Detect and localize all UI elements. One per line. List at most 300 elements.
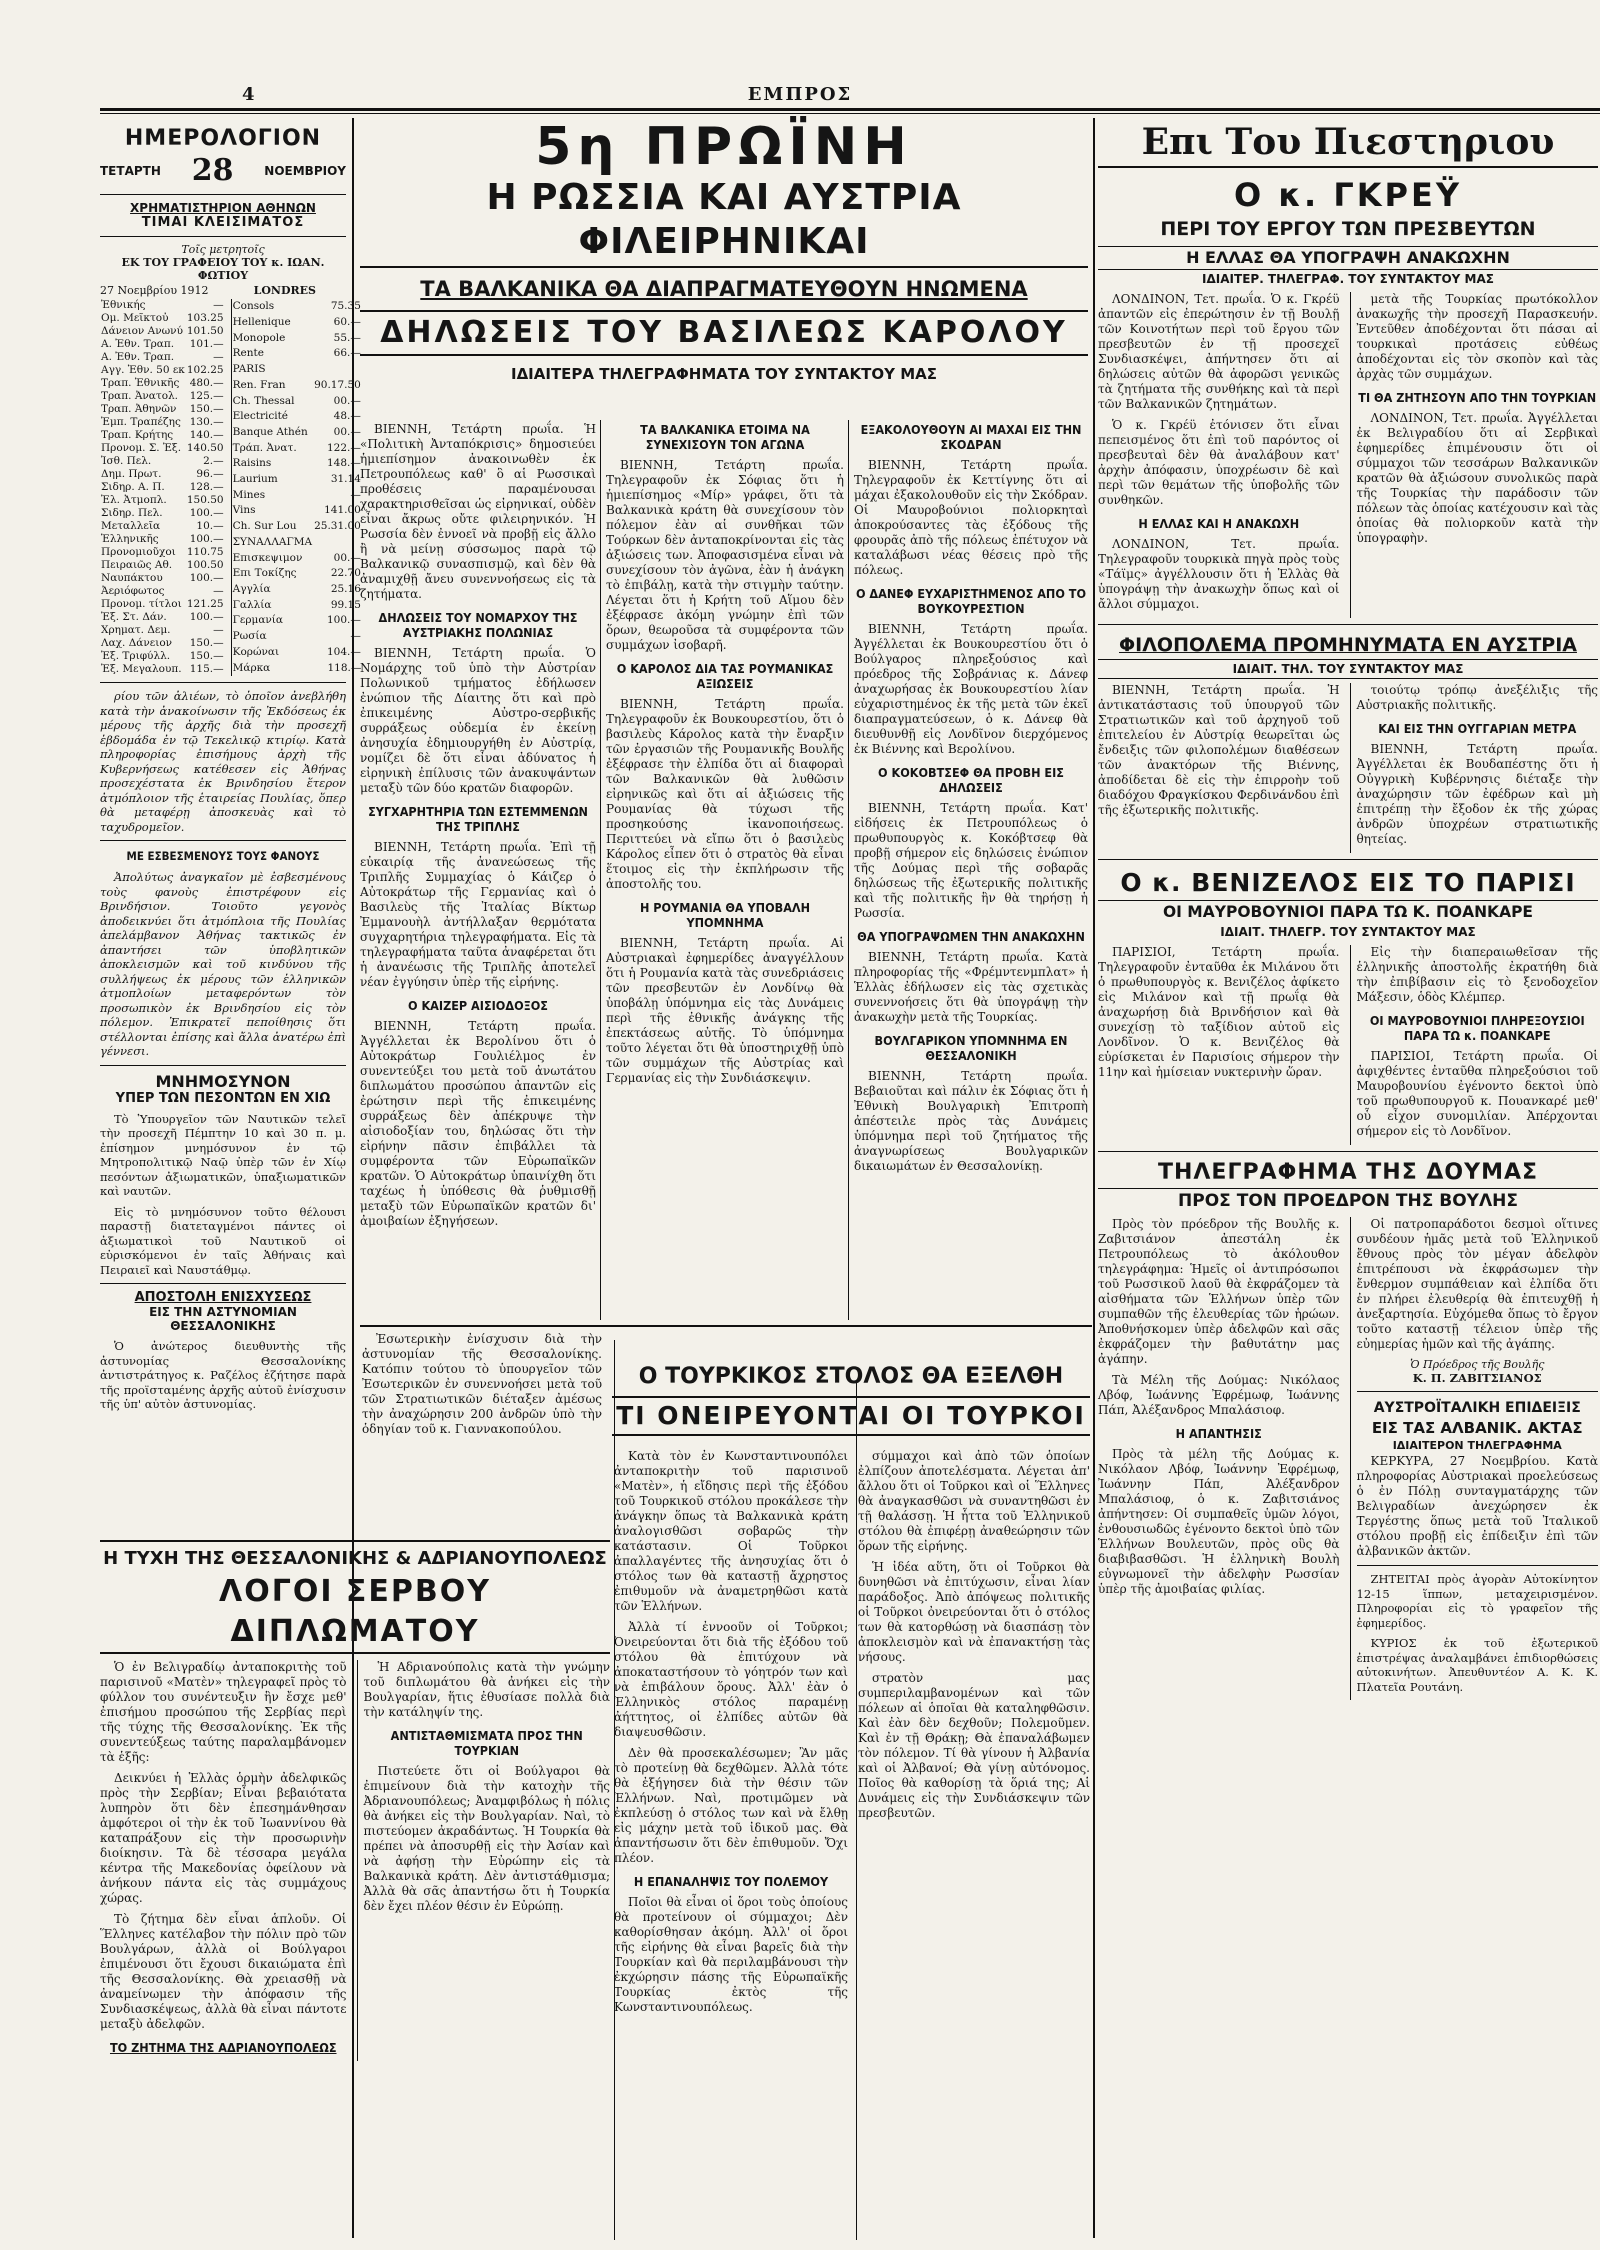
- colA-text-4: ΒΙΕΝΝΗ, Τετάρτη πρωΐα. Ἀγγέλλεται ἐκ Βερολίνου ὅτι ὁ Αὐτοκράτωρ Γουλιέλμος ἐν συνεντεύξει του μετὰ τοῦ ἀνωτάτου διπλωμάτου προσώπου ἀπαντῶν εἰς ἐρώτησιν περὶ τῆς ἐπικειμένης συρράξεως δὲν ἀπέκρυψε τὴν αἰσιοδοξίαν του, δηλώσας ὅτι τὴν εἰρήνην πᾶσιν ἐπιβάλλει τὰ συμφέροντα τῶν Εὐρωπαϊκῶν κρατῶν. Ὁ Αὐτοκράτωρ ὑπαινίχθη ὅτι ταχέως ἡ ὑπόθεσις θὰ ῥυθμισθῇ μεταξὺ τῶν Εὐρωπαϊκῶν κρατῶν δι' ἀμοιβαίων ἐξηγήσεων.: [360, 1019, 596, 1228]
- turkish-top-row: [362, 1332, 1090, 1443]
- colA-text-3: ΒΙΕΝΝΗ, Τετάρτη πρωΐα. Ἐπὶ τῇ εὐκαιρίᾳ τῆς ἀνανεώσεως τῆς Τριπλῆς Συμμαχίας ὁ Κάιζερ ὁ Αὐτοκράτωρ τῆς Γερμανίας καὶ ὁ Βασιλεὺς τῆς Ἰταλίας Βίκτωρ Ἐμμανουὴλ ἀντήλλαξαν θερμότατα συγχαρητήρια τηλεγραφήματα. Εἰς τὰ τηλεγραφήματα ταῦτα ἀναφέρεται ὅτι ἡ ἀνανέωσις τῆς Τριπλῆς ἀποτελεῖ νέαν ἐγγύησιν ὑπὲρ τῆς εἰρήνης.: [360, 840, 596, 989]
- exchange-value: 115.—: [189, 663, 224, 675]
- exchange-row: [231, 315, 362, 331]
- grey-subheading-2: Η ΕΛΛΑΣ ΘΑ ΥΠΟΓΡΑΨΗ ΑΝΑΚΩΧΗΝ: [1098, 246, 1598, 270]
- exchange-tables: [100, 299, 362, 676]
- duma-heading-3: Η ΑΠΑΝΤΗΣΙΣ: [1175, 1426, 1262, 1441]
- colB-text-1: ΒΙΕΝΝΗ, Τετάρτη πρωΐα. Τηλεγραφοῦν ἐκ Σόφιας ὅτι ἡ ἡμιεπίσημος «Μίρ» γράφει, ὅτι τὰ Βαλκανικὰ κράτη θὰ συνεχίσουν τὸν πόλεμον ἐὰν αἱ συνθῆκαι τῶν Τούρκων δὲν ἀνταποκρίνονται εἰς τὰς ἀξιώσεις των. Ἀποφασισμένα εἶναι νὰ συνεχίσουν τὸν ἀγῶνα, ἐὰν ἡ ἀνάγκη τὸ ἐπιβάλῃ, κατὰ τὴν στιγμὴν ταύτην. Λέγεται ὅτι ἡ Κρήτη τοῦ Αἵμου δὲν ἐξέφρασε ἀκόμη γνώμην ἐπὶ τῶν ὅρων, θεωροῦσα τὰ συμφέροντα τῶν συμμάχων ἰσοβαρῆ.: [606, 458, 844, 652]
- exchange-row: [100, 650, 225, 663]
- grey-text-2: Ὁ κ. Γκρέϋ ἐτόνισεν ὅτι εἶναι πεπεισμένος ὅτι ἐπὶ τοῦ παρόντος οἱ πρεσβευταὶ δὲν θὰ ἀναλάβουν κατ' ἀρχὴν ἀπόφασιν, ὑποχρέωσιν δὲ καὶ περὶ τῶν θεμάτων τῆς ὑποβολῆς τῶν συνθηκῶν.: [1098, 418, 1340, 507]
- exchange-value: —: [350, 630, 361, 643]
- exchange-label: Ἐθνικής: [101, 299, 146, 311]
- exchange-label: Τραπ. Ἐθνικῆς: [101, 377, 180, 389]
- exchange-label: Τραπ. Ἀνατολ.: [101, 390, 179, 402]
- classified-ad-1: ΖΗΤΕΙΤΑΙ πρὸς ἀγορὰν Αὐτοκίνητον 12-15 ἵππων, μεταχειρισμένον. Πληροφορίαι εἰς τὸ γραφεῖον τῆς ἐφημερίδος.: [1356, 1572, 1598, 1630]
- exchange-row: [231, 487, 362, 503]
- austria-text-1: ΒΙΕΝΝΗ, Τετάρτη πρωΐα. Ἡ ἀντικατάστασις τοῦ ὑπουργοῦ τῶν Στρατιωτικῶν καὶ τοῦ ἀρχηγοῦ τοῦ ἐπιτελείου ἐν Αὐστρίᾳ θεωρεῖται ὡς ἔνδειξις τῶν φιλοπολέμων διαθέσεων τῶν ἀνακτόρων τῆς Βιέννης, ἀποδίδεται δὲ εἰς τὴν ἐπιρροὴν τοῦ διαδόχου Φραγκίσκου Φερδινάνδου ἐπὶ τῆς ἐξωτερικῆς πολιτικῆς.: [1098, 683, 1340, 817]
- austria-text-2: τοιούτῳ τρόπῳ ἀνεξέλιξις τῆς Αὐστριακῆς πολιτικῆς.: [1356, 683, 1598, 712]
- colC-text-2: ΒΙΕΝΝΗ, Τετάρτη πρωΐα. Ἀγγέλλεται ἐκ Βουκουρεστίου ὅτι ὁ Βούλγαρος πληρεξούσιος καὶ πρόεδρος τῆς Σοβράνιας κ. Δάνεφ ἀναχωρήσας ἐκ Βουκουρεστίου λίαν εὐχαριστημένος ἐκ τῆς μετὰ τῶν ἐκεῖ διαπραγματεύσεων, ὁ κ. Δάνεφ θὰ διευθυνθῇ εἰς Λονδῖνον διερχόμενος ἐκ Βιέννης καὶ Βερολίνου.: [854, 622, 1088, 756]
- exchange-label: Μεταλλεῖα: [101, 520, 161, 532]
- austria-col-1: [1098, 683, 1340, 853]
- thessaloniki-text-3: Τὸ ζήτημα δὲν εἶναι ἁπλοῦν. Οἱ Ἕλληνες κατέλαβον τὴν πόλιν πρὸ τῶν Βουλγάρων, ἀλλὰ οἱ Βούλγαροι ἐπιμένουσι ὅτι ἔχουσι δικαιώματα ἐπὶ τῆς Θεσσαλονίκης. Θὰ χρειασθῇ νὰ ἀναμείνωμεν τὴν ἀπόφασιν τῆς Συνδιασκέψεως, ἀλλὰ θὰ εἶναι πάντοτε μεταξὺ ἀδελφῶν.: [100, 1912, 347, 2031]
- exchange-value: —: [213, 299, 224, 311]
- exchange-value: 100.50: [186, 559, 224, 571]
- page-number: 4: [242, 84, 255, 105]
- exchange-value: 100.—: [189, 611, 224, 623]
- exchange-value: 103.25: [186, 312, 224, 324]
- grey-col-2: [1350, 292, 1599, 618]
- exchange-value: 66.—: [333, 347, 361, 360]
- exchange-value: 99.15: [330, 598, 361, 611]
- exchange-row: [100, 507, 225, 520]
- headline-secondary: ΤΑ ΒΑΛΚΑΝΙΚΑ ΘΑ ΔΙΑΠΡΑΓΜΑΤΕΥΘΟΥΝ ΗΝΩΜΕΝΑ: [420, 277, 1028, 301]
- press-banner: Επι Του Πιεστηριου: [1098, 118, 1598, 168]
- colB-heading-3: Η ΡΟΥΜΑΝΙΑ ΘΑ ΥΠΟΒΑΛΗ ΥΠΟΜΝΗΜΑ: [639, 900, 811, 930]
- exchange-value: 140.—: [189, 429, 224, 441]
- sidebar-police-heading: ΑΠΟΣΤΟΛΗ ΕΝΙΣΧΥΣΕΩΣ: [134, 1290, 312, 1305]
- exchange-label: PARIS: [232, 363, 266, 376]
- exchange-label: Ἐμπ. Τραπέζης: [101, 416, 181, 428]
- grey-text-5: ΛΟΝΔΙΝΟΝ, Τετ. πρωΐα. Τηλεγραφοῦν τουρκικὰ πηγὰ πρὸς τοὺς «Τάϊμς» ἀγγέλλουσιν ὅτι ἡ Ἑλλὰς θὰ ὑπογράψῃ τὴν ἀνακωχὴν ὅπως καὶ οἱ ἄλλοι σύμμαχοι.: [1098, 537, 1340, 611]
- top-rule: [100, 108, 1600, 111]
- duma-subheading: ΠΡΟΣ ΤΟΝ ΠΡΟΕΔΡΟΝ ΤΗΣ ΒΟΥΛΗΣ: [1098, 1188, 1598, 1213]
- exchange-table-foreign: [231, 299, 363, 676]
- exchange-label: Επι Τοκίζης: [232, 567, 297, 580]
- exchange-value: 150.—: [189, 403, 224, 415]
- duma-col-2: [1350, 1217, 1599, 1700]
- exchange-row: [100, 585, 225, 598]
- exchange-row: [231, 582, 362, 598]
- exchange-row: [231, 629, 362, 645]
- duma-heading: ΤΗΛΕΓΡΑΦΗΜΑ ΤΗΣ ΔΟΥΜΑΣ: [1157, 1160, 1539, 1185]
- exchange-row: [100, 572, 225, 585]
- exchange-row: [231, 346, 362, 362]
- exchange-row: [100, 624, 225, 637]
- exchange-value: 100.—: [326, 614, 361, 627]
- turkish-pre-column: [362, 1332, 602, 1443]
- venizelos-text-1: ΠΑΡΙΣΙΟΙ, Τετάρτη πρωΐα. Τηλεγραφοῦν ἐνταῦθα ἐκ Μιλάνου ὅτι ὁ πρωθυπουργὸς κ. Βενιζέλος ἀφίκετο εἰς Μιλάνον καὶ τῇ πρωΐᾳ θὰ ἀναχωρήσῃ διὰ Βρινδήσιον καὶ θὰ συνεχίσῃ τὸ ταξίδιον αὐτοῦ εἰς Λονδῖνον. Ὁ κ. Βενιζέλος θὰ εὑρίσκεται ἐν Παρισίοις σήμερον τὴν 11ην καὶ ἡμίσειαν νυκτερινὴν ὥραν.: [1098, 945, 1340, 1079]
- austria-columns: [1098, 683, 1598, 853]
- edition-banner: 5η ΠΡΩΪΝΗ: [535, 117, 913, 177]
- venizelos-text-3: ΠΑΡΙΣΙΟΙ, Τετάρτη πρωΐα. Οἱ ἀφιχθέντες ἐνταῦθα πληρεξούσιοι τοῦ Μαυροβουνίου ἐγένοντο δεκτοὶ ὑπὸ τοῦ πρωθυπουργοῦ κ. Πουανκαρέ μεθ' οὗ εἶχον συνομιλίαν. Ἀπέρχονται σήμερον εἰς τὸ Λονδῖνον.: [1356, 1049, 1598, 1138]
- turkish-text-4: Ἡ ἰδέα αὕτη, ὅτι οἱ Τοῦρκοι θὰ δυνηθῶσι νὰ ἐπιτύχωσιν, εἶναι λίαν παράδοξος. Ἀπὸ ἀπόψεως πολιτικῆς οἱ Τοῦρκοι ὀνειρεύονται ὅτι ὁ στόλος των θὰ κατορθώσῃ νὰ διασπάσῃ τὸν ἀποκλεισμὸν καὶ νὰ ἐπανακτήσῃ τὰς νήσους.: [858, 1560, 1090, 1664]
- exchange-value: 55.—: [333, 331, 361, 344]
- sidebar-fanos-text: Ἀπολύτως ἀναγκαῖον μὲ ἐσβεσμένους τοὺς φανοὺς ἐπιστρέφουν εἰς Βρινδήσιον. Τοιοῦτο γεγονὸς ἀποδεικνύει ὅτι ἀτμόπλοια τῆς Πουλίας ἀπελάμβανον Ἀθήνας τακτικῶς ἐν ἀπαντήσει τῶν ὑποβλητικῶν ἀποκλεισμῶν καὶ τοῦ κινδύνου τῆς συλλήψεως ἐκ μέρους τῶν ἑλληνικῶν ἀτμοπλοίων μεταφερόντων τὸν προσωπικὸν ἐκ Βρινδησίου εἰς τὸν πόλεμον. Ἐπικρατεῖ πεποίθησις ὅτι στέλλονται ἐπίσης καὶ ἄλλα ἀνατέρω ἐπὶ γέννεσι.: [100, 870, 346, 1058]
- turkish-columns: [614, 1449, 1090, 2021]
- duma-signature-name: Κ. Π. ΖΑΒΙΤΣΙΑΝΟΣ: [1412, 1371, 1542, 1385]
- calendar-title: ΗΜΕΡΟΛΟΓΙΟΝ: [124, 126, 322, 151]
- exchange-row: [100, 325, 225, 338]
- turkish-text-5: Δὲν θὰ προσεκαλέσωμεν; Ἂν μᾶς τὸ προτείνῃ θὰ δεχθῶμεν. Ἀλλὰ τότε θὰ ἐξήγησεν διὰ τὴν θέσιν τῶν Ἑλλήνων. Ναὶ, προτιμῶμεν νὰ ἐκπλεύσῃ ὁ στόλος των καὶ νὰ ἔλθῃ εἰς μάχην μετὰ τοῦ ἰδικοῦ μας. Θὰ ἀπαντήσωσιν ὅτι δὲν ἐπιθυμοῦν. Ὄχι πλέον.: [614, 1746, 848, 1865]
- duma-columns: [1098, 1217, 1598, 1700]
- grey-subheading: ΠΕΡΙ ΤΟΥ ΕΡΓΟΥ ΤΩΝ ΠΡΕΣΒΕΥΤΩΝ: [1160, 218, 1536, 240]
- turkish-col-2: [858, 1449, 1090, 2021]
- main-column-a: [360, 422, 596, 1322]
- exchange-label: Α. Ἐθν. Τραπ.: [101, 338, 175, 350]
- exchange-value: 104.—: [326, 645, 361, 658]
- colB-text-2: ΒΙΕΝΝΗ, Τετάρτη πρωΐα. Τηλεγραφοῦν ἐκ Βουκουρεστίου, ὅτι ὁ βασιλεὺς Κάρολος κατὰ τὴν ἔναρξιν τῶν ἐργασιῶν τῆς Ρουμανικῆς Βουλῆς ἐξέφρασε τὴν ἐλπίδα ὅτι αἱ διαφοραὶ τῶν Βαλκανικῶν θὰ λυθῶσιν εἰρηνικῶς καὶ ὅτι αἱ ἀξιώσεις τῆς Ρουμανίας θὰ τύχωσι τῆς προσηκούσης ἱκανοποιήσεως. Περιττεύει νὰ εἴπω ὅτι ὁ βασιλεὺς Κάρολος εἶπεν ὅτι ὁ στρατὸς θὰ εἶναι ἕτοιμος εἰς τὴν ἐκπλήρωσιν τῆς ἀποστολῆς του.: [606, 697, 844, 891]
- turkish-text-3: σύμμαχοι καὶ ἀπὸ τῶν ὁποίων ἐλπίζουν ἀποτελέσματα. Λέγεται ἀπ' ἄλλου ὅτι οἱ Τοῦρκοι καὶ οἱ Ἕλληνες θὰ ἀναγκασθῶσι νὰ συναντηθῶσι ἐν τῇ θαλάσσῃ. Ἡ ἧττα τοῦ Ἑλληνικοῦ στόλου θὰ ἐπιφέρῃ ἀναθεώρησιν τῶν ὅρων τῆς εἰρήνης.: [858, 1449, 1090, 1553]
- exchange-label: Αγγ. Ἐθν. 50 εκ: [101, 364, 185, 376]
- albania-subheading: ΕΙΣ ΤΑΣ ΑΛΒΑΝΙΚ. ΑΚΤΑΣ: [1371, 1419, 1583, 1437]
- exchange-value: —: [350, 488, 361, 501]
- exchange-value: 110.75: [186, 546, 224, 558]
- exchange-value: 60.—: [333, 316, 361, 329]
- albania-telegram-label: ΙΔΙΑΙΤΕΡΟΝ ΤΗΛΕΓΡΑΦΗΜΑ: [1392, 1439, 1562, 1452]
- exchange-value: 31.14: [330, 473, 361, 486]
- exchange-value: 100.—: [189, 507, 224, 519]
- exchange-label: Raisins: [232, 457, 272, 470]
- thessaloniki-heading-4: ΑΝΤΙΣΤΑΘΜΙΣΜΑΤΑ ΠΡΟΣ ΤΗΝ ΤΟΥΡΚΙΑΝ: [390, 1728, 583, 1758]
- colC-text-1: ΒΙΕΝΝΗ, Τετάρτη πρωΐα. Τηλεγραφοῦν ἐκ Κεττίγνης ὅτι αἱ μάχαι ἐξακολουθοῦν εἰς τὴν Σκόδραν. Οἱ Μαυροβούνιοι πολιορκηταὶ ἀποκρούσαντες τὰς ἐξόδους τῆς φρουρᾶς ἀπὸ τῆς πόλεως ἐπέτυχον νὰ καταλάβωσι νέας θέσεις πρὸ τῆς πόλεως.: [854, 458, 1088, 577]
- exchange-label: Χρηματ. Δεμ.: [101, 624, 171, 636]
- exchange-value: 48.—: [333, 410, 361, 423]
- divider-main-right: [1093, 118, 1095, 2238]
- exchange-label: Προνομ. τίτλοι: [101, 598, 182, 610]
- colC-heading-1: ΕΞΑΚΟΛΟΥΘΟΥΝ ΑΙ ΜΑΧΑΙ ΕΙΣ ΤΗΝ ΣΚΟΔΡΑΝ: [860, 422, 1082, 452]
- main-column-c: [854, 422, 1088, 1322]
- venizelos-telegram-label: ΙΔΙΑΙΤ. ΤΗΛΕΓΡ. ΤΟΥ ΣΥΝΤΑΚΤΟΥ ΜΑΣ: [1220, 925, 1476, 939]
- venizelos-col-1: [1098, 945, 1340, 1145]
- main-column-b: [606, 422, 844, 1322]
- exchange-row: [100, 312, 225, 325]
- exchange-row: [100, 481, 225, 494]
- exchange-value: 102.25: [186, 364, 224, 376]
- venizelos-col-2: [1350, 945, 1599, 1145]
- exchange-date-row: [100, 284, 346, 297]
- turkish-pre-text: Ἐσωτερικὴν ἐνίσχυσιν διὰ τὴν ἀστυνομίαν τῆς Θεσσαλονίκης. Κατόπιν τούτου τὸ ὑπουργεῖον τῶν Ἐσωτερικῶν ἐν συνεννοήσει μετὰ τοῦ τῶν Στρατιωτικῶν διέταξεν ἀμέσως τὴν ἀναχώρησιν 200 ἀνδρῶν ὑπὸ τὴν ὁδηγίαν τοῦ κ. Γιαννακοπούλου.: [362, 1332, 602, 1436]
- colA-heading-3: ΣΥΓΧΑΡΗΤΗΡΙΑ ΤΩΝ ΕΣΤΕΜΜΕΝΩΝ ΤΗΣ ΤΡΙΠΛΗΣ: [368, 804, 588, 834]
- colA-heading-4: Ο ΚΑΙΖΕΡ ΑΙΣΙΟΔΟΞΟΣ: [408, 998, 548, 1013]
- exchange-row: [100, 546, 225, 559]
- exchange-value: 100.—: [189, 572, 224, 584]
- sidebar-fanos-heading: ΜΕ ΕΣΒΕΣΜΕΝΟΥΣ ΤΟΥΣ ΦΑΝΟΥΣ: [126, 849, 320, 863]
- right-column: [1098, 118, 1598, 2243]
- exchange-value: 150.50: [186, 494, 224, 506]
- exchange-value: [313, 535, 362, 551]
- exchange-row: [100, 468, 225, 481]
- exchange-label: Vins: [232, 504, 256, 517]
- exchange-value: 130.—: [189, 416, 224, 428]
- sidebar-text-1: ρίου τῶν ἀλιέων, τὸ ὁποῖον ἀνεβλήθη κατὰ τὴν ἀνακοίνωσιν τῆς Ἐκδόσεως ἐκ μέρους τῆς ἀρχῆς διὰ τὴν προσεχῆ ἑβδομάδα ἐν τῷ Τεκελικῷ κτιρίῳ. Κατὰ πληροφορίας ἐπισήμους ἀρχὴ τῆς Κυβερνήσεως κατέθεσεν εἰς Ἀθήνας προσεχέστατα ἐκ Βρινδησίου ἕτερον ἀτμόπλοιον τῆς ἑταιρείας Πουλίας, ὅπερ θὰ μεταφέρῃ ἀποσκευὰς καὶ τὸ ταχυδρομεῖον.: [100, 689, 346, 834]
- exchange-label: Ἐξ. Στ. Δάν.: [101, 611, 167, 623]
- thessaloniki-text-1: Ὁ ἐν Βελιγραδίῳ ἀνταποκριτὴς τοῦ παρισινοῦ «Ματὲν» τηλεγραφεῖ πρὸς τὸ φύλλον του συνέντευξιν ἣν ἔσχε μεθ' ἐπισήμου προσώπου τῆς Σερβίας περὶ τῆς τύχης τῆς Θεσσαλονίκης. Ἐκ τῆς συνεντεύξεως ταύτης παραλαμβάνομεν τὰ ἑξῆς:: [100, 1660, 347, 1764]
- exchange-label: Rente: [232, 347, 264, 360]
- exchange-label: Προνομιοῦχοι: [101, 546, 176, 558]
- exchange-value: —: [213, 351, 224, 363]
- exchange-label: Ἑλληνικῆς: [101, 533, 159, 545]
- exchange-value: 00.—: [333, 551, 361, 564]
- exchange-value: 150.—: [189, 637, 224, 649]
- turkish-heading-block: [612, 1332, 1090, 1443]
- colC-heading-5: ΒΟΥΛΓΑΡΙΚΟΝ ΥΠΟΜΝΗΜΑ ΕΝ ΘΕΣΣΑΛΟΝΙΚΗ: [874, 1033, 1068, 1063]
- main-headlines: [360, 118, 1088, 418]
- sidebar-mnimosyno-text-2: Εἰς τὸ μνημόσυνον τοῦτο θέλουσι παραστῇ διατεταγμένοι πάντες οἱ ἀξιωματικοὶ τοῦ Ναυτικοῦ οἱ εὑρισκόμενοι ἐν ταῖς Ἀθήναις καὶ Πειραιεῖ καὶ Ναυστάθμῳ.: [100, 1204, 346, 1277]
- exchange-value: 100.—: [189, 533, 224, 545]
- albania-text-1: ΚΕΡΚΥΡΑ, 27 Νοεμβρίου. Κατὰ πληροφορίας Αὐστριακαὶ προελεύσεως ὁ ἐν Πόλῃ συνταγματάρχης τῶν Βελιγραδίων ἀνεχώρησεν ἐκ Τεργέστης ὅπως μετὰ τοῦ Ἰταλικοῦ στόλου προβῇ εἰς ἐπίδειξιν ἐπὶ τῶν ἀλβανικῶν ἀκτῶν.: [1356, 1454, 1598, 1558]
- austria-telegram-label: ΙΔΙΑΙΤ. ΤΗΛ. ΤΟΥ ΣΥΝΤΑΚΤΟΥ ΜΑΣ: [1098, 659, 1598, 679]
- thessaloniki-text-5: Πιστεύετε ὅτι οἱ Βούλγαροι θὰ ἐπιμείνουν διὰ τὴν κατοχὴν τῆς Ἀδριανουπόλεως; Ἀναμφιβόλως ἡ πόλις θὰ ἀνήκει εἰς τὴν Βουλγαρίαν. Ναὶ, τὸ πιστεύομεν ἀκραδάντως. Ἡ Τουρκία θὰ πρέπει νὰ ἀποσυρθῇ εἰς τὴν Ἀσίαν καὶ νὰ ἀφήσῃ τὴν Εὐρώπην εἰς τὰ Βαλκανικὰ κράτη. Δὲν ἀντιστάθμισμα; Ἀλλὰ θὰ σᾶς ἀπαντήσω ὅτι ἡ Τουρκία δὲν ἔχει πλέον θέσιν ἐν Εὐρώπῃ.: [363, 1764, 610, 1913]
- albania-heading: ΑΥΣΤΡΟΪΤΑΛΙΚΗ ΕΠΙΔΕΙΞΙΣ: [1373, 1400, 1581, 1416]
- exchange-row: [100, 390, 225, 403]
- exchange-label: Ομ. Μεῖκτοὐ: [101, 312, 169, 324]
- exchange-row: [100, 377, 225, 390]
- top-rule-thin: [100, 113, 1600, 114]
- classified-ad-2: ΚΥΡΙΟΣ ἐκ τοῦ ἐξωτερικοῦ ἐπιστρέψας ἀναλαμβάνει ἐπιδιορθώσεις αὐτοκινήτων. Ἀπευθυντέον Α. Κ. Κ. Πλατεῖα Ρουτάνη.: [1356, 1636, 1598, 1694]
- exchange-row: [100, 442, 225, 455]
- exchange-row: [231, 440, 362, 456]
- turkish-heading-3: Η ΕΠΑΝΑΛΗΨΙΣ ΤΟΥ ΠΟΛΕΜΟΥ: [633, 1874, 829, 1889]
- exchange-value: [313, 362, 362, 378]
- exchange-value: 2.—: [203, 455, 224, 467]
- exchange-row: [231, 425, 362, 441]
- divider-colBC: [848, 420, 849, 1320]
- exchange-label: Ren. Fran: [232, 378, 286, 391]
- exchange-label: Επισκεψιμον: [232, 551, 303, 564]
- colB-text-3: ΒΙΕΝΝΗ, Τετάρτη πρωΐα. Αἱ Αὐστριακαὶ ἐφημερίδες ἀναγγέλλουν ὅτι ἡ Ρουμανία κατὰ τὰς συνεδριάσεις τῶν πρεσβευτῶν ἐν Λονδίνῳ θὰ ὑποβάλῃ ὑπόμνημα εἰς τὰς Δυνάμεις περὶ τῆς ἐθνικῆς ἀνάγκης τῆς ἐπεκτάσεως αὐτῆς. Τὸ ὑπόμνημα τοῦτο λέγεται ὅτι θὰ ὑποστηριχθῇ ὑπὸ τῶν συμμάχων τῆς Αὐστρίας καὶ Γερμανίας εἰς τὴν Συνδιάσκεψιν.: [606, 936, 844, 1085]
- exchange-row: [231, 330, 362, 346]
- exchange-value: 150.—: [189, 650, 224, 662]
- exchange-label: Λαχ. Δάνειον: [101, 637, 173, 649]
- sidebar-mnimosyno-subheading: ΥΠΕΡ ΤΩΝ ΠΕΣΟΝΤΩΝ ΕΝ ΧΙΩ: [115, 1090, 331, 1106]
- venizelos-subheading: ΟΙ ΜΑΥΡΟΒΟΥΝΙΟΙ ΠΑΡΑ ΤΩ Κ. ΠΟΑΝΚΑΡΕ: [1098, 900, 1598, 923]
- duma-text-1: Πρὸς τὸν πρόεδρον τῆς Βουλῆς κ. Ζαβιτσιάνον ἀπεστάλη ἐκ Πετρουπόλεως τὸ ἀκόλουθον τηλεγράφημα: Ἡμεῖς οἱ ἀντιπρόσωποι τοῦ Ρωσσικοῦ λαοῦ θὰ ἐκφράζομεν τὰ αἰσθήματα τῶν Ἑλλήνων ὑπὲρ τῶν συμπαθῶν τῆς ἐλευθερίας τῶν ἡρώων. Ἀποθνήσκομεν ὑπὲρ ἀδελφῶν καὶ σᾶς ἐκφράζομεν τὴν βαθυτάτην μας ἀγάπην.: [1098, 1217, 1340, 1366]
- duma-text-3: Τὰ Μέλη τῆς Δούμας: Νικόλαος Λβόφ, Ἰωάννης Ἐφρέμωφ, Ἰωάννης Πάπ, Ἀλέξανδρος Μπαλάσιοφ.: [1098, 1373, 1340, 1417]
- exchange-row: [231, 393, 362, 409]
- colB-heading-2: Ο ΚΑΡΟΛΟΣ ΔΙΑ ΤΑΣ ΡΟΥΜΑΝΙΚΑΣ ΑΞΙΩΣΕΙΣ: [616, 661, 834, 691]
- colC-text-4: ΒΙΕΝΝΗ, Τετάρτη πρωΐα. Κατὰ πληροφορίας τῆς «Φρέμντενμπλατ» ἡ Ἑλλὰς ἐδήλωσεν εἰς τὰς σχετικὰς συνεννοήσεις ὅτι θὰ ὑπογράψῃ τὴν ἀνακωχὴν μετὰ τῆς Τουρκίας.: [854, 950, 1088, 1024]
- duma-signature-title: Ὁ Πρόεδρος τῆς Βουλῆς: [1410, 1358, 1545, 1371]
- exchange-row: [231, 503, 362, 519]
- exchange-label: Ἀεριόφωτος: [101, 585, 165, 597]
- exchange-label: Monopole: [232, 331, 286, 344]
- exchange-value: —: [213, 585, 224, 597]
- exchange-row: [231, 660, 362, 676]
- grey-telegram-label: ΙΔΙΑΙΤΕΡ. ΤΗΛΕΓΡΑΦ. ΤΟΥ ΣΥΝΤΑΚΤΟΥ ΜΑΣ: [1202, 272, 1494, 286]
- exchange-row: [231, 613, 362, 629]
- divider-colAB: [600, 420, 601, 1320]
- exchange-value: 125.—: [189, 390, 224, 402]
- exchange-value: 101.—: [189, 338, 224, 350]
- exchange-row: [100, 403, 225, 416]
- exchange-label: Hellenique: [232, 316, 291, 329]
- grey-columns: [1098, 292, 1598, 618]
- exchange-table-athens: [100, 299, 225, 676]
- exchange-row: [231, 472, 362, 488]
- colC-text-5: ΒΙΕΝΝΗ, Τετάρτη πρωΐα. Βεβαιοῦται καὶ πάλιν ἐκ Σόφιας ὅτι ἡ Ἐθνικὴ Βουλγαρικὴ Ἐπιτροπὴ ἀπέστειλε πρὸς τὰς Δυνάμεις ὑπόμνημα περὶ τοῦ ζητήματος τῆς ἀναγνωρίσεως Βουλγαρικῶν δικαιωμάτων ἐν Θεσσαλονίκῃ.: [854, 1069, 1088, 1173]
- exchange-row: [231, 409, 362, 425]
- exchange-row: [100, 338, 225, 351]
- austria-heading: ΦΙΛΟΠΟΛΕΜΑ ΠΡΟΜΗΝΥΜΑΤΑ ΕΝ ΑΥΣΤΡΙΑ: [1119, 634, 1577, 656]
- exchange-value: 122.—: [326, 441, 361, 454]
- exchange-value: 128.—: [189, 481, 224, 493]
- exchange-row: [231, 566, 362, 582]
- exchange-value: 00.—: [333, 394, 361, 407]
- exchange-label: Αγγλία: [232, 583, 271, 595]
- exchange-row: [100, 455, 225, 468]
- headline-telegrams: ΙΔΙΑΙΤΕΡΑ ΤΗΛΕΓΡΑΦΗΜΑΤΑ ΤΟΥ ΣΥΝΤΑΚΤΟΥ ΜΑΣ: [510, 365, 937, 383]
- venizelos-text-2: Εἰς τὴν διαπεραιωθεῖσαν τῆς ἑλληνικῆς ἀποστολῆς ἐκρατήθη διὰ τὴν ἐπιβίβασιν εἰς τὸ ξενοδοχεῖον Μάξεσιν, ὁδὸς Κλέμπερ.: [1356, 945, 1598, 1004]
- headline-tertiary: ΔΗΛΩΣΕΙΣ ΤΟΥ ΒΑΣΙΛΕΩΣ ΚΑΡΟΛΟΥ: [360, 310, 1088, 356]
- thessaloniki-subheading: ΛΟΓΟΙ ΣΕΡΒΟΥ ΔΙΠΛΩΜΑΤΟΥ: [100, 1572, 610, 1654]
- duma-text-2: Οἱ πατροπαράδοτοι δεσμοὶ οἵτινες συνδέουν ἡμᾶς μετὰ τοῦ Ἑλληνικοῦ ἔθνους πρὸς τὸν μέγαν ἀδελφὸν ἐπιτρέπουσι νὰ ἐκφράσωμεν τὴν ἔνθερμον συμπάθειαν καὶ ἐλπίδα ὅτι ἐν πλήρει ἐλευθερίᾳ θὰ ἐπιτευχθῇ ἡ ἀνεξαρτησία. Εὐχόμεθα ὅπως τὸ ἔργον τοῦτο καταστῇ τέλειον ὑπὲρ τῆς εὐημερίας ἡμῶν καὶ τῆς ἀγάπης.: [1356, 1217, 1598, 1351]
- exchange-value: 96.—: [196, 468, 224, 480]
- exchange-label: Mines: [232, 488, 266, 501]
- exchange-label: Μάρκα: [232, 661, 271, 674]
- exchange-row: [100, 663, 225, 676]
- exchange-value: 141.00: [324, 504, 361, 517]
- exchange-row: [100, 598, 225, 611]
- turkish-text-6: Ποῖοι θὰ εἶναι οἱ ὅροι τοὺς ὁποίους θὰ προτείνουν οἱ σύμμαχοι; Δὲν καθορίσθησαν ἀκόμη. Ἀλλ' οἱ ὅροι τῆς εἰρήνης θὰ εἶναι βαρεῖς διὰ τὴν Τουρκίαν καὶ θὰ περιλαμβάνουσι τὴν ἐκχώρησιν πάσης τῆς Εὐρωπαϊκῆς Τουρκίας ἐκτὸς τῆς Κωνσταντινουπόλεως.: [614, 1895, 848, 2014]
- turkish-text-7: στρατὸν μας συμπεριλαμβανομένων καὶ τῶν πόλεων αἱ ὁποῖαι θὰ καταληφθῶσιν. Καὶ ἐὰν δὲν δεχθοῦν; Πολεμοῦμεν. Καὶ ἐν τῇ Θράκῃ; Θὰ ἐπαναλάβωμεν τὸν πόλεμον. Τί θὰ γίνουν ἡ Ἀλβανία καὶ οἱ Ἀλβανοί; Θὰ γίνῃ αὐτόνομος. Ποῖος θὰ καθορίσῃ τὰ ὅριά της; Αἱ Δυνάμεις εἰς τὴν Συνδιάσκεψιν τῶν πρεσβευτῶν.: [858, 1671, 1090, 1820]
- venizelos-columns: [1098, 945, 1598, 1145]
- exchange-label: ΣΥΝΑΛΛΑΓΜΑ: [232, 535, 313, 548]
- exchange-row: [231, 299, 362, 315]
- exchange-date: 27 Νοεμβρίου 1912: [100, 284, 209, 297]
- exchange-value: 140.50: [186, 442, 224, 454]
- exchange-row: [100, 299, 225, 312]
- lower-turkish-fleet: [362, 1332, 1090, 2242]
- colB-heading-1: ΤΑ ΒΑΛΚΑΝΙΚΑ ΕΤΟΙΜΑ ΝΑ ΣΥΝΕΧΙΣΟΥΝ ΤΟΝ ΑΓΩΝΑ: [640, 422, 810, 452]
- calendar-date-row: [100, 153, 346, 188]
- exchange-row: [100, 637, 225, 650]
- exchange-label: Ἐλ. Ἀτμοπλ.: [101, 494, 167, 506]
- turkish-text-1: Κατὰ τὸν ἐν Κωνσταντινουπόλει ἀνταποκριτὴν τοῦ παρισινοῦ «Ματὲν», ἡ εἴδησις περὶ τῆς ἐξόδου τοῦ Τουρκικοῦ στόλου προκάλεσε τὴν ἀνάγκην ὅπως τὰ Βαλκανικὰ κράτη ἀναλογισθῶσι σοβαρῶς τὴν κατάστασιν. Οἱ Τοῦρκοι ἀπαλλαγέντες τῆς ἀνησυχίας ὅτι ὁ στόλος των θὰ καταστῇ ἄχρηστος ἐπιθυμοῦν νὰ ἀναμετρηθῶσι κατὰ τῶν Ἑλλήνων.: [614, 1449, 848, 1613]
- exchange-value: 00.—: [333, 425, 361, 438]
- exchange-row: [100, 533, 225, 546]
- exchange-label: Electricité: [232, 410, 288, 423]
- exchange-label: Ἐξ. Μεγαλουπ.: [101, 663, 182, 675]
- exchange-row: [100, 364, 225, 377]
- exchange-value: 25.31.00: [314, 520, 361, 533]
- exchange-row: [231, 550, 362, 566]
- exchange-source-1: Τοῖς μετρητοῖς: [181, 243, 265, 256]
- colA-text-1: ΒΙΕΝΝΗ, Τετάρτη πρωΐα. Ἡ «Πολιτικὴ Ἀνταπόκρισις» δημοσιεύει ἡμιεπίσημον ἀνακοινωθὲν ἐκ Πετρουπόλεως καθ' ὃ αἱ Ρωσσικαὶ προθέσεις παραμένουσαι χαρακτηρισθεῖσαι ὡς εἰρηνικαί, οὐδὲν εἶναι ἄκρως οὔτε φιλειρηνικόν. Ἡ Ρωσσία δὲν ἐννοεῖ νὰ προβῇ εἰς ἄλλο ἢ νὰ μείνῃ σύσσωμος παρὰ τῷ Βαλκανικῷ συνασπισμῷ, καὶ δὲν θὰ ἀναμιχθῇ ἄνευ συνεννοήσεως εἰς τὰ ζητήματα.: [360, 422, 596, 601]
- grey-heading-6: Η ΕΛΛΑΣ ΚΑΙ Η ΑΝΑΚΩΧΗ: [1138, 516, 1300, 531]
- turkish-col-1: [614, 1449, 848, 2021]
- exchange-label: Laurium: [232, 473, 278, 486]
- sidebar-police-subheading: ΕΙΣ ΤΗΝ ΑΣΤΥΝΟΜΙΑΝ ΘΕΣΣΑΛΟΝΙΚΗΣ: [149, 1305, 297, 1333]
- austria-col-2: [1350, 683, 1599, 853]
- venizelos-heading: Ο κ. ΒΕΝΙΖΕΛΟΣ ΕΙΣ ΤΟ ΠΑΡΙΣΙ: [1120, 868, 1576, 897]
- sidebar-mnimosyno-heading: ΜΝΗΜΟΣΥΝΟΝ: [155, 1071, 291, 1091]
- exchange-label: Ἰσθ. Πελ.: [101, 455, 152, 467]
- grey-text-4: ΛΟΝΔΙΝΟΝ, Τετ. πρωΐα. Ἀγγέλλεται ἐκ Βελιγραδίου ὅτι αἱ Σερβικαὶ ἐφημερίδες ἐπιμένουσιν ὅτι οἱ σύμμαχοι τῶν τεσσάρων Βαλκανικῶν κρατῶν θὰ ἀξιώσουν συνολικῶς παρὰ τῆς Τουρκίας τὴν παράδοσιν τῶν πόλεων τὰς ὁποίας κατέχουσιν καὶ τὰς ὁποίας θὰ πολιορκοῦν κατὰ τὴν ὑπογραφὴν.: [1356, 411, 1598, 545]
- headline-primary: Η ΡΩΣΣΙΑ ΚΑΙ ΑΥΣΤΡΙΑ ΦΙΛΕΙΡΗΝΙΚΑΙ: [360, 176, 1088, 268]
- duma-col-1: [1098, 1217, 1340, 1700]
- exchange-label: Ἐξ. Τριφύλλ.: [101, 650, 171, 662]
- exchange-row: [100, 429, 225, 442]
- exchange-value: 101.50: [186, 325, 224, 337]
- exchange-right-heading: LONDRES: [253, 284, 316, 297]
- exchange-label: Σιδηρ. Α. Π.: [101, 481, 165, 493]
- exchange-label: Ναυπάκτου: [101, 572, 163, 584]
- exchange-row: [100, 611, 225, 624]
- exchange-heading: ΧΡΗΜΑΤΙΣΤΗΡΙΟΝ ΑΘΗΝΩΝ: [130, 201, 316, 215]
- exchange-label: Banque Athén: [232, 425, 308, 438]
- exchange-row: [100, 559, 225, 572]
- exchange-label: Τραπ. Ἀθηνῶν: [101, 403, 177, 415]
- colA-heading-2: ΔΗΛΩΣΕΙΣ ΤΟΥ ΝΟΜΑΡΧΟΥ ΤΗΣ ΑΥΣΤΡΙΑΚΗΣ ΠΟΛΩΝΙΑΣ: [378, 610, 578, 640]
- exchange-label: Σιδηρ. Πελ.: [101, 507, 163, 519]
- grey-text-1: ΛΟΝΔΙΝΟΝ, Τετ. πρωΐα. Ὁ κ. Γκρέϋ ἀπαντῶν εἰς ἐπερώτησιν ἐν τῇ Βουλῇ τῶν Κοινοτήτων περὶ τοῦ ἔργου τῶν πρεσβευτῶν ἐν τῇ προσεχεῖ Συνδιασκέψει, ἀπήντησεν ὅτι αἱ δηλώσεις αὐτῶν θὰ ἀφορῶσι γενικῶς τὰ ζητήματα τῆς συνθήκης καὶ τὰ περὶ τῶν Βαλκανικῶν ζητημάτων.: [1098, 292, 1340, 411]
- exchange-row: [231, 597, 362, 613]
- colC-heading-3: Ο ΚΟΚΟΒΤΣΕΦ ΘΑ ΠΡΟΒΗ ΕΙΣ ΔΗΛΩΣΕΙΣ: [878, 765, 1064, 795]
- exchange-value: 10.—: [196, 520, 224, 532]
- exchange-label: Προνομ. Σ. Ἐξ.: [101, 442, 182, 454]
- exchange-label: Δάνειον Ανωνύ: [101, 325, 183, 337]
- exchange-label: Πειραιῶς Αθ.: [101, 559, 173, 571]
- exchange-label: Ρωσία: [232, 630, 267, 643]
- thessaloniki-text-2: Δεικνύει ἡ Ἑλλὰς ὁρμὴν ἀδελφικῶς πρὸς τὴν Σερβίαν; Εἶναι βεβαιότατα λυπηρὸν ὅτι δὲν ἐπεσημάνθησαν ἀμφότεροι οἱ τὴν ἐκ τοῦ Ἰωαννίνου θὰ καταπράξουν εἰς τὴν προσωρινὴν διοίκησιν. Τὰ δὲ τέσσαρα μεγάλα κέντρα τῆς Μακεδονίας ὀφείλουν νὰ ἀνήκουν πάντα εἰς τὰς συμμάχους χώρας.: [100, 1771, 347, 1905]
- masthead: ΕΜΠΡΟΣ: [747, 84, 853, 105]
- exchange-row: [100, 351, 225, 364]
- calendar-day: ΤΕΤΑΡΤΗ: [100, 163, 161, 178]
- calendar-date-number: 28: [191, 153, 234, 188]
- sidebar-mnimosyno-text-1: Τὸ Ὑπουργεῖον τῶν Ναυτικῶν τελεῖ τὴν προσεχῆ Πέμπτην 10 καὶ 30 π. μ. ἐπίσημον μνημόσυνον ἐν τῷ Μητροπολιτικῷ Ναῷ ὑπὲρ τῶν ἐν Χίῳ πεσόντων ἀξιωματικῶν, ὑπαξιωματικῶν καὶ ναυτῶν.: [100, 1111, 346, 1198]
- calendar-month: ΝΟΕΜΒΡΙΟΥ: [264, 163, 346, 178]
- colC-heading-4: ΘΑ ΥΠΟΓΡΑΨΩΜΕΝ ΤΗΝ ΑΝΑΚΩΧΗΝ: [857, 929, 1085, 944]
- exchange-subheading: ΤΙΜΑΙ ΚΛΕΙΣΙΜΑΤΟΣ: [141, 215, 305, 230]
- exchange-row: [231, 362, 362, 378]
- venizelos-heading-4: ΟΙ ΜΑΥΡΟΒΟΥΝΙΟΙ ΠΛΗΡΕΞΟΥΣΙΟΙ ΠΑΡΑ ΤΩ κ. ΠΟΑΝΚΑΡΕ: [1369, 1013, 1585, 1043]
- colC-heading-2: Ο ΔΑΝΕΦ ΕΥΧΑΡΙΣΤΗΜΕΝΟΣ ΑΠΟ ΤΟ ΒΟΥΚΟΥΡΕΣΤΙΟΝ: [855, 586, 1087, 616]
- exchange-label: Ch. Sur Lou: [232, 520, 297, 533]
- duma-text-4: Πρὸς τὰ μέλη τῆς Δούμας κ. Νικόλαον Λβόφ, Ἰωάννην Ἐφρέμωφ, Ἰωάννην Πάπ, Ἀλέξανδρον Μπαλάσιοφ, ὁ κ. Ζαβιτσιάνος ἀπήντησεν: Οἱ συμπαθεῖς ὑμῶν λόγοι, ἐνθουσιωδῶς ἐγένοντο δεκτοὶ ὑπὸ τῶν Ἑλλήνων Βουλευτῶν, πρὸς οὓς θὰ διαβιβασθῶσι. Ἡ ἑλληνικὴ Βουλὴ εὐγνωμονεῖ τὴν ἀδελφὴν Ρωσσίαν ὑπὲρ τῆς ἀμοιβαίας φιλίας.: [1098, 1447, 1340, 1596]
- exchange-row: [100, 494, 225, 507]
- exchange-label: Κορώναι: [232, 645, 280, 658]
- exchange-value: 90.17.50: [314, 378, 361, 391]
- exchange-value: —: [213, 624, 224, 636]
- exchange-label: Γαλλία: [232, 598, 272, 611]
- exchange-label: Γερμανία: [232, 614, 284, 627]
- thessaloniki-text-4: Ἡ Αδριανούπολις κατὰ τὴν γνώμην τοῦ διπλωμάτου θὰ ἀνήκει εἰς τὴν Βουλγαρίαν, ἥτις ἐθυσίασε πολλὰ διὰ τὴν κατάληψίν της.: [363, 1660, 610, 1719]
- divider-lower-main: [360, 1325, 1092, 1327]
- exchange-value: 75.35: [330, 300, 361, 313]
- turkish-text-2: Ἀλλὰ τί ἐννοοῦν οἱ Τοῦρκοι; Ὀνειρεύονται ὅτι διὰ τῆς ἐξόδου τοῦ στόλου θὰ ἐπιτύχουν νὰ ἀποκαταστήσουν τὸ γόητρόν των καὶ νὰ ἐπιβάλουν ὅρους. Ἀλλ' ἐὰν ὁ Ἑλληνικὸς στόλος παραμένῃ ἀήττητος, οἱ ἐλπίδες αὐτῶν θὰ διαψευσθῶσιν.: [614, 1620, 848, 1739]
- exchange-value: 148.—: [326, 457, 361, 470]
- turkish-heading: Ο ΤΟΥΡΚΙΚΟΣ ΣΤΟΛΟΣ ΘΑ ΕΞΕΛΘΗ: [638, 1364, 1064, 1389]
- exchange-source-2: ΕΚ ΤΟΥ ΓΡΑΦΕΙΟΥ ΤΟΥ κ. ΙΩΑΝ. ΦΩΤΙΟΥ: [121, 256, 325, 282]
- colC-text-3: ΒΙΕΝΝΗ, Τετάρτη πρωΐα. Κατ' εἰδήσεις ἐκ Πετρουπόλεως ὁ πρωθυπουργὸς κ. Κοκόβτσεφ θὰ προβῇ σήμερον εἰς δηλώσεις ἐνώπιον τῆς Δούμας περὶ τῆς σοβαρᾶς δηλώσεως τῆς ἐξωτερικῆς πολιτικῆς καὶ τῆς πολιτικῆς ἣν θὰ τηρήσῃ ἡ Ρωσσία.: [854, 801, 1088, 920]
- exchange-value: 480.—: [189, 377, 224, 389]
- grey-text-3: μετὰ τῆς Τουρκίας πρωτόκολλον ἀνακωχῆς τὴν προσεχῆ Παρασκευήν. Ἐντεῦθεν ἀποδέχονται ὅτι πάσαι αἱ τουρκικαὶ προτάσεις εὐθέως ἀποδέχονται εἰς τὸν σκοπὸν καὶ τὰς ἀρχὰς τῶν συμμάχων.: [1356, 292, 1598, 381]
- exchange-value: 118.—: [327, 661, 362, 674]
- exchange-value: 121.25: [186, 598, 224, 610]
- thessaloniki-heading: Η ΤΥΧΗ ΤΗΣ ΘΕΣΣΑΛΟΝΙΚΗΣ & ΑΔΡΙΑΝΟΥΠΟΛΕΩΣ: [100, 1540, 610, 1572]
- thessaloniki-heading-3: ΤΟ ΖΗΤΗΜΑ ΤΗΣ ΑΔΡΙΑΝΟΥΠΟΛΕΩΣ: [109, 2040, 337, 2055]
- exchange-label: Τράπ. Ἀνατ.: [232, 441, 297, 454]
- exchange-label: Consols: [232, 300, 275, 313]
- grey-heading: Ο κ. ΓΚΡΕΫ: [1233, 176, 1463, 214]
- grey-col-1: [1098, 292, 1340, 618]
- exchange-row: [231, 644, 362, 660]
- exchange-label: Ch. Thessal: [232, 394, 295, 407]
- thessaloniki-col-1: [100, 1660, 347, 2061]
- exchange-row: [231, 535, 362, 551]
- exchange-row: [231, 378, 362, 394]
- austria-heading-3: ΚΑΙ ΕΙΣ ΤΗΝ ΟΥΓΓΑΡΙΑΝ ΜΕΤΡΑ: [1378, 721, 1577, 736]
- exchange-label: Α. Ἐθν. Τραπ.: [101, 351, 175, 363]
- exchange-label: Τραπ. Κρήτης: [101, 429, 174, 441]
- exchange-row: [231, 519, 362, 535]
- exchange-row: [231, 456, 362, 472]
- exchange-row: [100, 520, 225, 533]
- exchange-row: [100, 416, 225, 429]
- turkish-subheading: ΤΙ ΟΝΕΙΡΕΥΟΝΤΑΙ ΟΙ ΤΟΥΡΚΟΙ: [612, 1396, 1090, 1436]
- sidebar-police-text: Ὁ ἀνώτερος διευθυντὴς τῆς ἀστυνομίας Θεσσαλονίκης ἀντιστράτηγος κ. Ραζέλος ἐζήτησε παρὰ τῆς προϊσταμένης ἀρχῆς αὐτοῦ ἐνίσχυσιν τῆς ὑπ' αὐτὸν ἀστυνομίας.: [100, 1339, 346, 1411]
- exchange-label: Δημ. Πρωτ.: [101, 468, 162, 480]
